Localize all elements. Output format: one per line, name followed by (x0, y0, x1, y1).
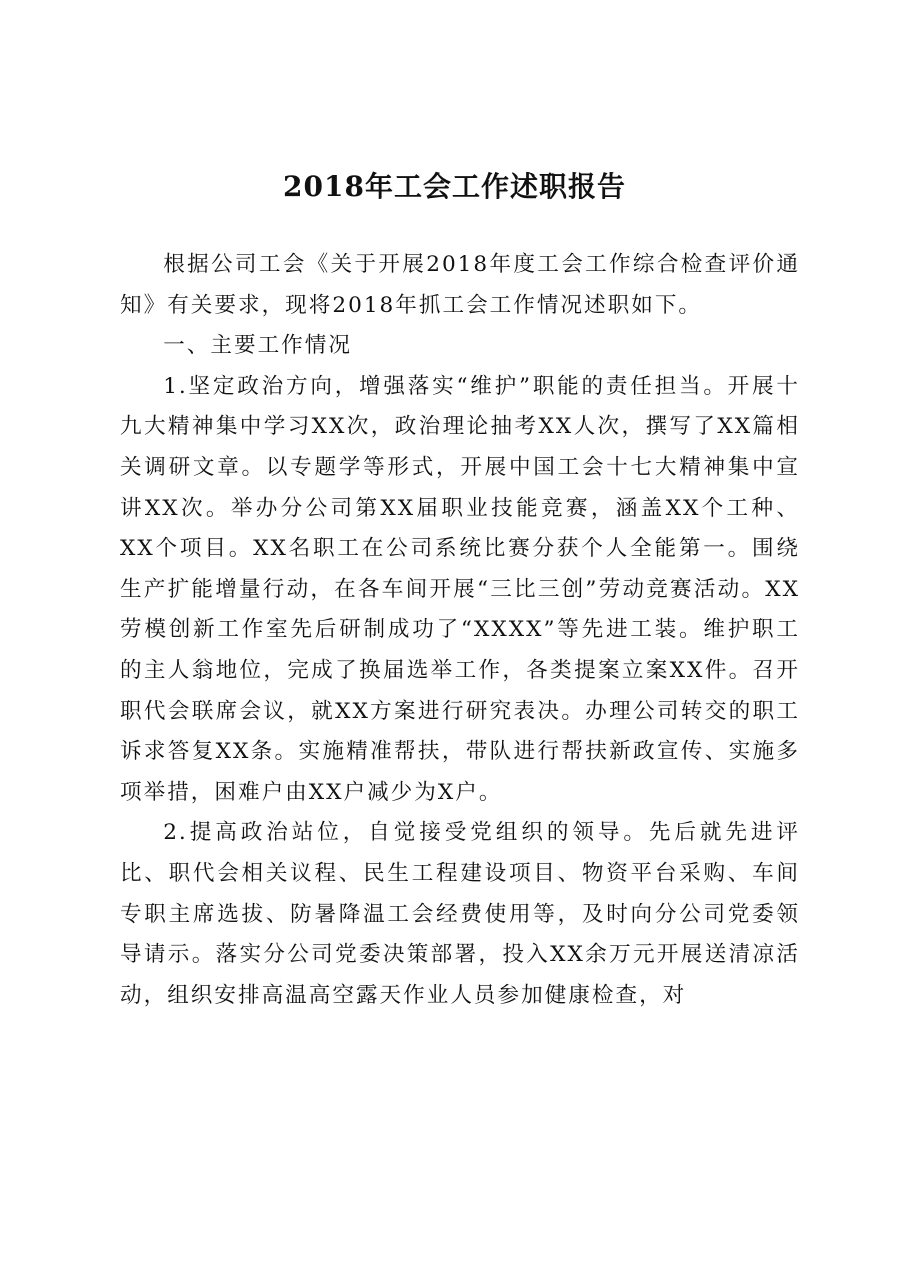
document-title: 2018年工会工作述职报告 (283, 170, 626, 203)
paragraph-intro: 根据公司工会《关于开展2018年度工会工作综合检查评价通知》有关要求，现将2018年抓工会工作情况述职如下。 (120, 252, 800, 318)
paragraph-item-2: 2.提高政治站位，自觉接受党组织的领导。先后就先进评比、职代会相关议程、民生工程建设项目、物资平台采购、车间专职主席选拔、防暑降温工会经费使用等，及时向分公司党委领导请示。落实分公司党委决策部署，投入XX余万元开展送清凉活动，组织安排高温高空露天作业人员参加健康检查，对 (120, 820, 800, 1008)
document-body (120, 245, 800, 1016)
section-heading: 一、主要工作情况 (163, 333, 352, 359)
paragraph-item-1: 1.坚定政治方向，增强落实“维护”职能的责任担当。开展十九大精神集中学习XX次，政治理论抽考XX人次，撰写了XX篇相关调研文章。以专题学等形式，开展中国工会十七大精神集中宣讲XX次。举办分公司第XX届职业技能竞赛，涵盖XX个工种、XX个项目。XX名职工在公司系统比赛分获个人全能第一。围绕生产扩能增量行动，在各车间开展“三比三创”劳动竞赛活动。XX劳模创新工作室先后研制成功了“XXXX”等先进工装。维护职工的主人翁地位，完成了换届选举工作，各类提案立案XX件。召开职代会联席会议，就XX方案进行研究表决。办理公司转交的职工诉求答复XX条。实施精准帮扶，带队进行帮扶新政宣传、实施多项举措，困难户由XX户减少为X户。 (120, 373, 800, 805)
